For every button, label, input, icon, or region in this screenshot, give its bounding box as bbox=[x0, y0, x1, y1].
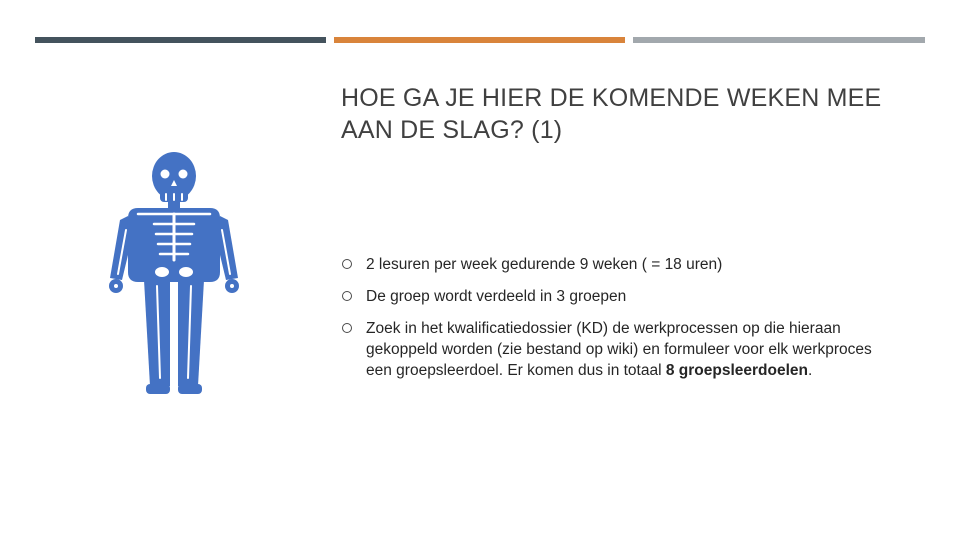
slide-title: HOE GA JE HIER DE KOMENDE WEKEN MEE AAN DE SLAG? (1) bbox=[341, 84, 882, 144]
bullet-text-end: . bbox=[808, 362, 813, 379]
skeleton-shape bbox=[109, 152, 239, 394]
list-item bbox=[341, 318, 901, 381]
bullet-text: 2 lesuren per week gedurende 9 weken ( = 18 uren) bbox=[366, 256, 723, 273]
bullet-ring-icon bbox=[342, 291, 352, 301]
skeleton-icon bbox=[108, 150, 240, 400]
list-item bbox=[341, 286, 901, 307]
accent-bar-gray bbox=[633, 37, 925, 43]
bullet-text: Zoek in het kwalificatiedossier (KD) de werkprocessen op die hieraan gekoppeld worden (zie bestand op wiki) en formuleer voor elk werkproces een groepsleerdoel. Er komen dus in totaal bbox=[366, 320, 872, 379]
accent-bar-orange bbox=[334, 37, 625, 43]
list-item bbox=[341, 254, 901, 275]
bullet-list bbox=[341, 254, 901, 392]
bullet-text: De groep wordt verdeeld in 3 groepen bbox=[366, 288, 627, 305]
accent-bar-dark bbox=[35, 37, 326, 43]
bullet-ring-icon bbox=[342, 323, 352, 333]
bullet-bold-text: 8 groepsleerdoelen bbox=[665, 362, 808, 379]
bullet-ring-icon bbox=[342, 259, 352, 269]
